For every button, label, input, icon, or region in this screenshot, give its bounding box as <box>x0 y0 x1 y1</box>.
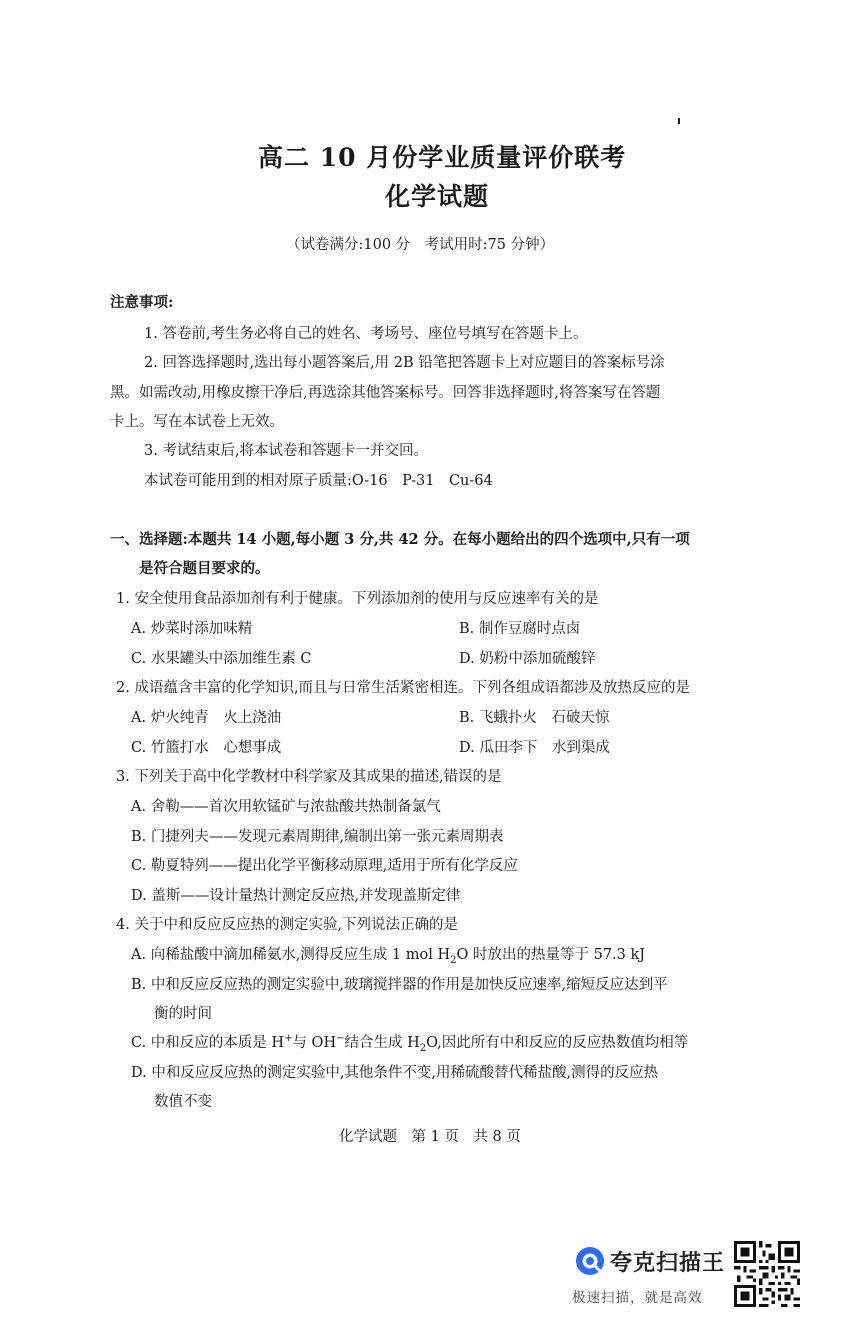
question-2-option-c: C. 竹篮打水 心想事成 <box>131 740 282 756</box>
question-2-option-b: B. 飞蛾扑火 石破天惊 <box>459 710 610 726</box>
question-1-stem: 1. 安全使用食品添加剂有利于健康。下列添加剂的使用与反应速率有关的是 <box>116 591 599 607</box>
watermark-slogan: 极速扫描，就是高效 <box>572 1290 703 1306</box>
notice-item-2-line-1: 2. 回答选择题时,选出每小题答案后,用 2B 铅笔把答题卡上对应题目的答案标号涂 <box>144 355 665 371</box>
question-2-stem: 2. 成语蕴含丰富的化学知识,而且与日常生活紧密相连。下列各组成语都涉及放热反应的是 <box>116 680 691 696</box>
notice-item-2-line-3: 卡上。写在本试卷上无效。 <box>110 414 284 430</box>
notice-heading: 注意事项: <box>110 294 174 311</box>
quark-logo-icon <box>574 1245 606 1277</box>
section-heading-line-2: 是符合题目要求的。 <box>139 560 270 577</box>
scan-speck <box>678 118 680 124</box>
question-3-option-a: A. 舍勒——首次用软锰矿与浓盐酸共热制备氯气 <box>131 799 441 815</box>
question-2-option-d: D. 瓜田李下 水到渠成 <box>459 740 610 756</box>
subject-title: 化学试题 <box>385 182 490 211</box>
page-footer: 化学试题 第 1 页 共 8 页 <box>339 1129 521 1145</box>
qr-code-icon <box>734 1241 800 1307</box>
question-3-stem: 3. 下列关于高中化学教材中科学家及其成果的描述,错误的是 <box>116 769 502 785</box>
atomic-mass-note: 本试卷可能用到的相对原子质量:O-16 P-31 Cu-64 <box>144 473 493 489</box>
watermark-brand: 夸克扫描王 <box>610 1251 726 1276</box>
question-3-option-d: D. 盖斯——设计量热计测定反应热,并发现盖斯定律 <box>131 888 461 904</box>
question-4-option-c: C. 中和反应的本质是 H+与 OH−结合生成 $H_2O$,因此所有中和反应的反应热数值均相等 <box>131 1033 689 1054</box>
question-4-option-d-line-1: D. 中和反应反应热的测定实验中,其他条件不变,用稀硫酸替代稀盐酸,测得的反应热 <box>131 1065 659 1081</box>
exam-title: 高二 10 月份学业质量评价联考 <box>258 143 627 172</box>
question-1-option-d: D. 奶粉中添加硫酸锌 <box>459 651 596 667</box>
question-3-option-c: C. 勒夏特列——提出化学平衡移动原理,适用于所有化学反应 <box>131 858 518 874</box>
exam-info: （试卷满分:100 分 考试用时:75 分钟） <box>286 237 555 253</box>
question-3-option-b: B. 门捷列夫——发现元素周期律,编制出第一张元素周期表 <box>131 829 504 845</box>
question-4-stem: 4. 关于中和反应反应热的测定实验,下列说法正确的是 <box>116 917 459 933</box>
question-1-option-a: A. 炒菜时添加味精 <box>131 621 253 637</box>
question-1-option-c: C. 水果罐头中添加维生素 C <box>131 651 312 667</box>
section-heading-line-1: 一、选择题:本题共 14 小题,每小题 3 分,共 42 分。在每小题给出的四个选项中,只有一项 <box>110 531 690 548</box>
notice-item-2-line-2: 黑。如需改动,用橡皮擦干净后,再选涂其他答案标号。回答非选择题时,将答案写在答题 <box>110 385 661 401</box>
notice-item-1: 1. 答卷前,考生务必将自己的姓名、考场号、座位号填写在答题卡上。 <box>144 326 588 342</box>
question-1-option-b: B. 制作豆腐时点卤 <box>459 621 581 637</box>
question-4-option-b-line-2: 衡的时间 <box>154 1006 212 1022</box>
question-4-option-a: A. 向稀盐酸中滴加稀氨水,测得反应生成 1 mol $H_2O$ 时放出的热量等于 57.3 kJ <box>131 947 646 966</box>
question-4-option-d-line-2: 数值不变 <box>154 1094 212 1110</box>
notice-item-3: 3. 考试结束后,将本试卷和答题卡一并交回。 <box>144 443 429 459</box>
question-4-option-b-line-1: B. 中和反应反应热的测定实验中,玻璃搅拌器的作用是加快反应速率,缩短反应达到平 <box>131 977 668 993</box>
question-2-option-a: A. 炉火纯青 火上浇油 <box>131 710 282 726</box>
